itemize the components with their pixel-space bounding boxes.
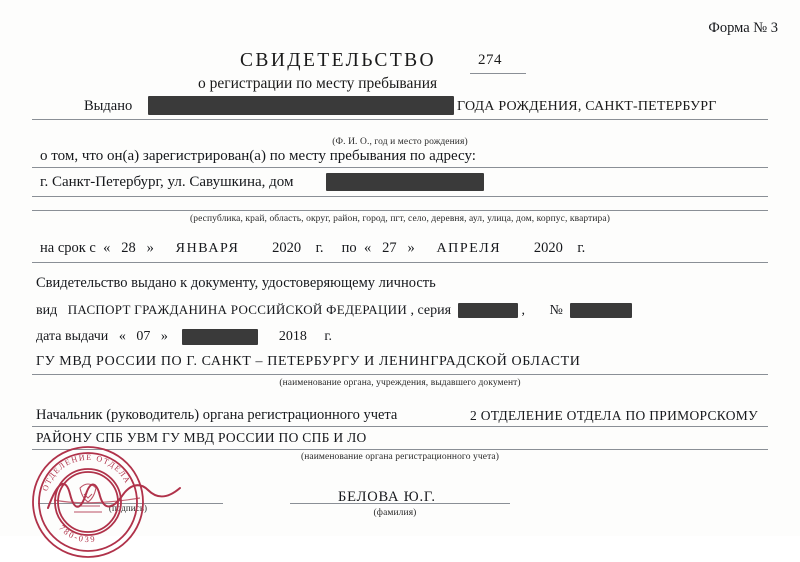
certificate-number: 274 (478, 52, 502, 68)
term-quote-close-2: » (407, 240, 415, 256)
surname-caption: (фамилия) (373, 508, 417, 518)
official-round-stamp (28, 442, 148, 562)
term-to-month: АПРЕЛЯ (436, 241, 502, 256)
identity-date-quote-close: » (160, 329, 168, 345)
term-to-year: 2020 (533, 240, 563, 256)
chief-org-line-1: 2 ОТДЕЛЕНИЕ ОТДЕЛА ПО ПРИМОРСКОМУ (470, 408, 758, 423)
signature-caption: (подпись) (108, 503, 148, 513)
address-rule-bottom (32, 210, 768, 211)
chief-label: Начальник (руководитель) органа регистрационного учета (36, 407, 398, 423)
address-rule-top (32, 167, 768, 168)
redacted-number-field (570, 303, 632, 318)
term-quote-open: « (103, 240, 111, 256)
term-g2: г. (577, 240, 586, 256)
identity-comma: , (521, 303, 526, 318)
redacted-name-field (148, 96, 454, 115)
identity-doc-date-row (36, 329, 332, 345)
term-row (40, 240, 585, 257)
redacted-month-field (182, 329, 258, 345)
term-from-year: 2020 (272, 240, 302, 256)
fio-caption: (Ф. И. О., год и место рождения) (332, 137, 468, 147)
term-prefix: на срок с (40, 240, 96, 256)
identity-date-quote-open: « (118, 329, 126, 345)
identity-kind-label: вид (36, 303, 58, 318)
term-to-day: 27 (382, 240, 397, 256)
issued-to-birth-place: ГОДА РОЖДЕНИЯ, САНКТ-ПЕТЕРБУРГ (457, 99, 717, 114)
stamp-bottom-text: 780-039 (57, 522, 98, 545)
term-g1: г. (315, 240, 324, 256)
chief-org-caption: (наименование органа регистрационного учета) (300, 452, 500, 462)
issuing-authority: ГУ МВД РОССИИ ПО Г. САНКТ – ПЕТЕРБУРГУ И ЛЕНИНГРАДСКОЙ ОБЛАСТИ (36, 354, 581, 369)
address-value: г. Санкт-Петербург, ул. Савушкина, дом (40, 174, 294, 190)
redacted-series-field (458, 303, 518, 318)
address-caption: (республика, край, область, округ, район, город, пгт, село, деревня, аул, улица, дом, корпус, квартира) (189, 214, 610, 224)
identity-series-label: , серия (410, 303, 452, 318)
identity-doc-statement: Свидетельство выдано к документу, удостоверяющему личность (36, 275, 436, 291)
term-middle: по (341, 240, 357, 256)
identity-doc-kind-row (36, 302, 632, 319)
identity-kind-value: ПАСПОРТ ГРАЖДАНИНА РОССИЙСКОЙ ФЕДЕРАЦИИ (67, 302, 408, 317)
issued-to-rule (32, 119, 768, 120)
form-number: Форма № 3 (708, 20, 778, 36)
certificate-number-rule (470, 73, 526, 74)
signer-surname: БЕЛОВА Ю.Г. (338, 489, 436, 505)
identity-date-g: г. (324, 329, 332, 345)
registration-statement: о том, что он(а) зарегистрирован(а) по месту пребывания по адресу: (40, 148, 476, 164)
identity-number-label: № (549, 303, 563, 318)
chief-rule-1 (32, 426, 768, 427)
term-from-month: ЯНВАРЯ (175, 241, 240, 256)
authority-rule (32, 374, 768, 375)
term-from-day: 28 (121, 240, 136, 256)
issued-to-label: Выдано (84, 98, 133, 114)
stamp-top-text: ОТДЕЛЕНИЕ ОТДЕЛА (40, 452, 133, 493)
page-title: СВИДЕТЕЛЬСТВО (240, 50, 437, 71)
term-quote-open-2: « (363, 240, 372, 256)
redacted-address-field (326, 173, 484, 191)
chief-org-line-2: РАЙОНУ СПБ УВМ ГУ МВД РОССИИ ПО СПБ И ЛО (36, 430, 367, 445)
term-quote-close: » (146, 240, 154, 256)
term-rule (32, 262, 768, 263)
svg-text:780-039 (57, 523, 97, 544)
identity-date-year: 2018 (278, 329, 307, 345)
authority-caption: (наименование органа, учреждения, выдавшего документ) (279, 378, 521, 388)
address-rule-middle (32, 196, 768, 197)
identity-date-day: 07 (136, 329, 151, 345)
identity-date-label: дата выдачи (36, 329, 109, 345)
page-subtitle: о регистрации по месту пребывания (198, 75, 438, 92)
